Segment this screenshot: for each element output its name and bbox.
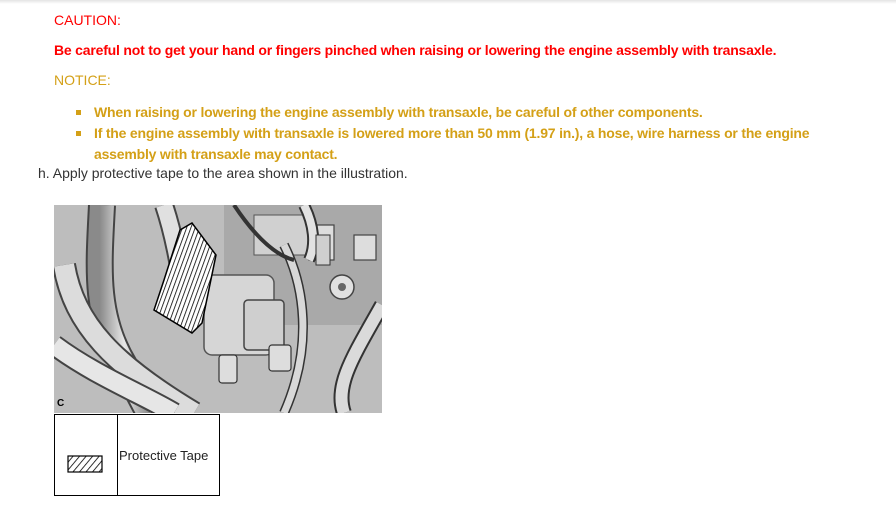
notice-title: NOTICE: — [54, 72, 111, 88]
engine-illustration — [54, 205, 382, 413]
notice-item: If the engine assembly with transaxle is lowered more than 50 mm (1.97 in.), a hose, wire harness or the engine assembly with transaxle may contact. — [76, 123, 816, 165]
hatched-rectangle-icon — [67, 455, 103, 473]
step-instruction: h. Apply protective tape to the area shown in the illustration. — [38, 165, 408, 181]
top-bar-shadow — [0, 0, 896, 4]
legend-label: Protective Tape — [119, 448, 209, 463]
notice-item: When raising or lowering the engine assembly with transaxle, be careful of other components. — [76, 102, 816, 123]
caution-text: Be careful not to get your hand or fingers pinched when raising or lowering the engine assembly with transaxle. — [54, 42, 777, 58]
figure-label: C — [57, 398, 65, 409]
legend-table — [54, 414, 220, 496]
legend-symbol-cell — [55, 415, 118, 495]
notice-list — [76, 102, 816, 165]
caution-title: CAUTION: — [54, 12, 121, 28]
